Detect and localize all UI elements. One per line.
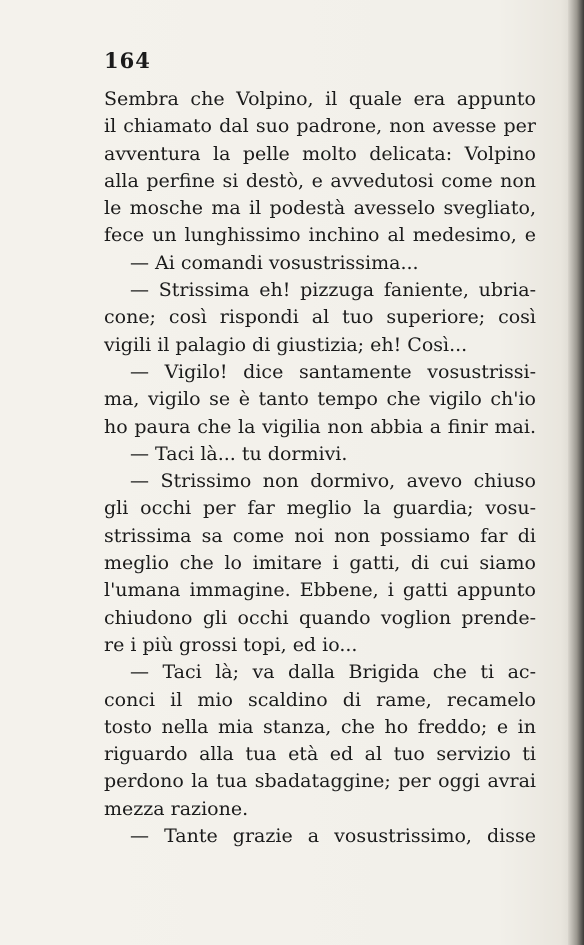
- text-line: — Strissima eh! pizzuga faniente, ubria-: [130, 279, 536, 302]
- text-line: chiudono gli occhi quando voglion prende-: [104, 606, 536, 629]
- text-line: — Ai comandi vosustrissima...: [130, 251, 419, 274]
- text-line: — Taci là... tu dormivi.: [130, 442, 348, 465]
- text-line: il chiamato dal suo padrone, non avesse per: [104, 115, 536, 138]
- text-line: ma, vigilo se è tanto tempo che vigilo ch'io: [104, 388, 536, 411]
- text-line: tosto nella mia stanza, che ho freddo; e in: [104, 715, 536, 738]
- text-line: Sembra che Volpino, il quale era appunto: [104, 88, 536, 110]
- text-line: — Vigilo! dice santamente vosustrissi-: [130, 360, 536, 383]
- text-line: le mosche ma il podestà avesselo svegliato,: [104, 197, 536, 220]
- text-line: strissima sa come noi non possiamo far di: [104, 524, 536, 547]
- text-line: — Taci là; va dalla Brigida che ti ac-: [130, 661, 536, 684]
- text-line: cone; così rispondi al tuo superiore; così: [104, 306, 536, 329]
- text-line: gli occhi per far meglio la guardia; vosu-: [104, 497, 536, 520]
- text-line: re i più grossi topi, ed io...: [104, 633, 358, 656]
- text-line: fece un lunghissimo inchino al medesimo, e: [104, 224, 536, 247]
- text-line: riguardo alla tua età ed al tuo servizio ti: [104, 743, 536, 766]
- text-line: vigili il palagio di giustizia; eh! Così...: [104, 333, 468, 356]
- text-line: perdono la tua sbadataggine; per oggi avrai: [104, 770, 536, 793]
- text-line: meglio che lo imitare i gatti, di cui siamo: [104, 552, 536, 575]
- text-line: conci il mio scaldino di rame, recamelo: [104, 688, 536, 711]
- page-text: [104, 86, 536, 850]
- text-line: — Tante grazie a vosustrissimo, disse: [130, 825, 536, 848]
- text-line: — Strissimo non dormivo, avevo chiuso: [130, 470, 536, 493]
- page-number: 164: [104, 48, 151, 73]
- text-line: l'umana immagine. Ebbene, i gatti appunto: [104, 579, 536, 602]
- text-line: alla perfine si destò, e avvedutosi come non: [104, 169, 536, 192]
- text-line: ho paura che la vigilia non abbia a finir mai.: [104, 415, 536, 438]
- page-edge-shadow: [568, 0, 584, 945]
- text-line: mezza razione.: [104, 797, 249, 820]
- text-line: avventura la pelle molto delicata: Volpino: [104, 142, 536, 165]
